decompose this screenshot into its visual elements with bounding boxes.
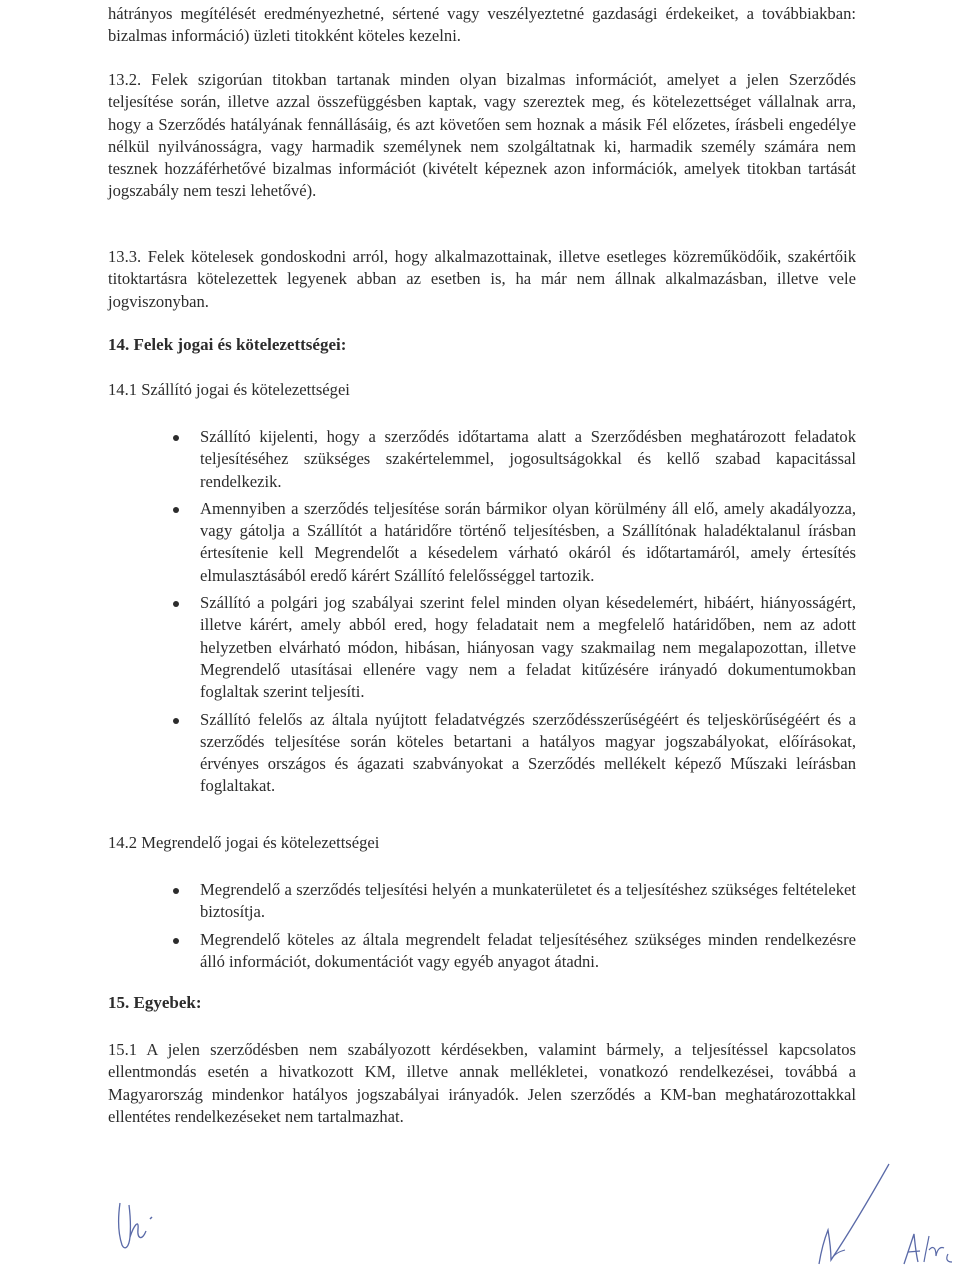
bullet-list-14-2 bbox=[200, 879, 856, 973]
bullet-icon bbox=[173, 601, 179, 607]
signature-right bbox=[900, 1228, 958, 1270]
bullet-icon bbox=[173, 507, 179, 513]
bullet-icon bbox=[173, 938, 179, 944]
list-item: Megrendelő a szerződés teljesítési helyén a munkaterületet és a teljesítéshez szükséges feltételeket biztosítja. bbox=[200, 879, 856, 924]
subsection-heading-14-1: 14.1 Szállító jogai és kötelezettségei bbox=[108, 380, 350, 399]
list-item: Szállító a polgári jog szabályai szerint felel minden olyan késedelemért, hibáért, hiányosságért, illetve kárért, amely abból ered, hogy feladatait nem a megfelelő határidőben, nem az adott helyzetben elvárható módon, hibásan, hiányosan vagy szakmailag nem megalapozottan, illetve Megrendelő utasításai ellenére vagy nem a feladat kitűzésére irányadó dokumentumokban foglaltak szerint teljesíti. bbox=[200, 592, 856, 703]
section-heading-14: 14. Felek jogai és kötelezettségei: bbox=[108, 335, 347, 354]
section-heading-15: 15. Egyebek: bbox=[108, 993, 202, 1012]
list-item: Amennyiben a szerződés teljesítése során bármikor olyan körülmény áll elő, amely akadályozza, vagy gátolja a Szállítót a határidőre történő teljesítésben, a Szállítónak haladéktalanul írásban értesítenie kell Megrendelőt a késedelem várható okáról és időtartamáról, amely értesítés elmulasztásából eredő kárért Szállító felelősséggel tartozik. bbox=[200, 498, 856, 587]
list-item: Megrendelő köteles az általa megrendelt feladat teljesítéséhez szükséges minden rendelkezésre álló információt, dokumentációt vagy egyéb anyagot átadni. bbox=[200, 929, 856, 974]
bullet-list-14-1 bbox=[200, 426, 856, 798]
bullet-icon bbox=[173, 888, 179, 894]
subsection-heading-14-2: 14.2 Megrendelő jogai és kötelezettségei bbox=[108, 833, 380, 852]
paragraph-15-1: 15.1 A jelen szerződésben nem szabályozott kérdésekben, valamint bármely, a teljesítéssel kapcsolatos ellentmondás esetén a hivatkozott KM, illetve annak mellékletei, vonatkozó rendelkezései, továbbá a Magyarország mindenkor hatályos jogszabályai irányadók. Jelen szerződés a KM-ban meghatározottakkal ellentétes rendelkezéseket nem tartalmazhat. bbox=[108, 1040, 856, 1126]
bullet-icon bbox=[173, 435, 179, 441]
list-item: Szállító kijelenti, hogy a szerződés időtartama alatt a Szerződésben meghatározott feladatok teljesítéséhez szükséges szakértelemmel, jogosultságokkal és kellő szabad kapacitással rendelkezik. bbox=[200, 426, 856, 493]
paragraph-confidentiality-continued: hátrányos megítélését eredményezhetné, sértené vagy veszélyeztetné gazdasági érdekeiket, a továbbiakban: bizalmas információ) üzleti titokként köteles kezelni. bbox=[108, 4, 856, 46]
signature-middle bbox=[815, 1160, 895, 1270]
list-item: Szállító felelős az általa nyújtott feladatvégzés szerződésszerűségéért és teljeskörűségéért és a szerződés teljesítése során köteles betartani a hatályos magyar jogszabályokat, előírásokat, érvényes országos és ágazati szabványokat a Szerződés mellékelt képező Műszaki leírásban foglaltakat. bbox=[200, 709, 856, 798]
paragraph-13-2: 13.2. Felek szigorúan titokban tartanak minden olyan bizalmas információt, amelyet a jelen Szerződés teljesítése során, illetve azzal összefüggésben kaptak, vagy szereztek meg, és kötelezettséget vállalnak arra, hogy a Szerződés hatályának fennállásáig, és azt követően sem hoznak a másik Fél előzetes, írásbeli engedélye nélkül nyilvánosságra, vagy harmadik személynek nem szolgáltatnak ki, harmadik személy számára nem tesznek hozzáférhetővé bizalmas információt (kivételt képeznek azon információk, amelyek titokban tartását jogszabály nem teszi lehetővé). bbox=[108, 70, 856, 201]
bullet-icon bbox=[173, 718, 179, 724]
paragraph-13-3: 13.3. Felek kötelesek gondoskodni arról, hogy alkalmazottainak, illetve esetleges közreműködőik, szakértőik titoktartásra kötelezettek legyenek abban az esetben is, ha már nem állnak alkalmazásban, illetve vele jogviszonyban. bbox=[108, 247, 856, 311]
initials-signature-left bbox=[112, 1195, 162, 1257]
